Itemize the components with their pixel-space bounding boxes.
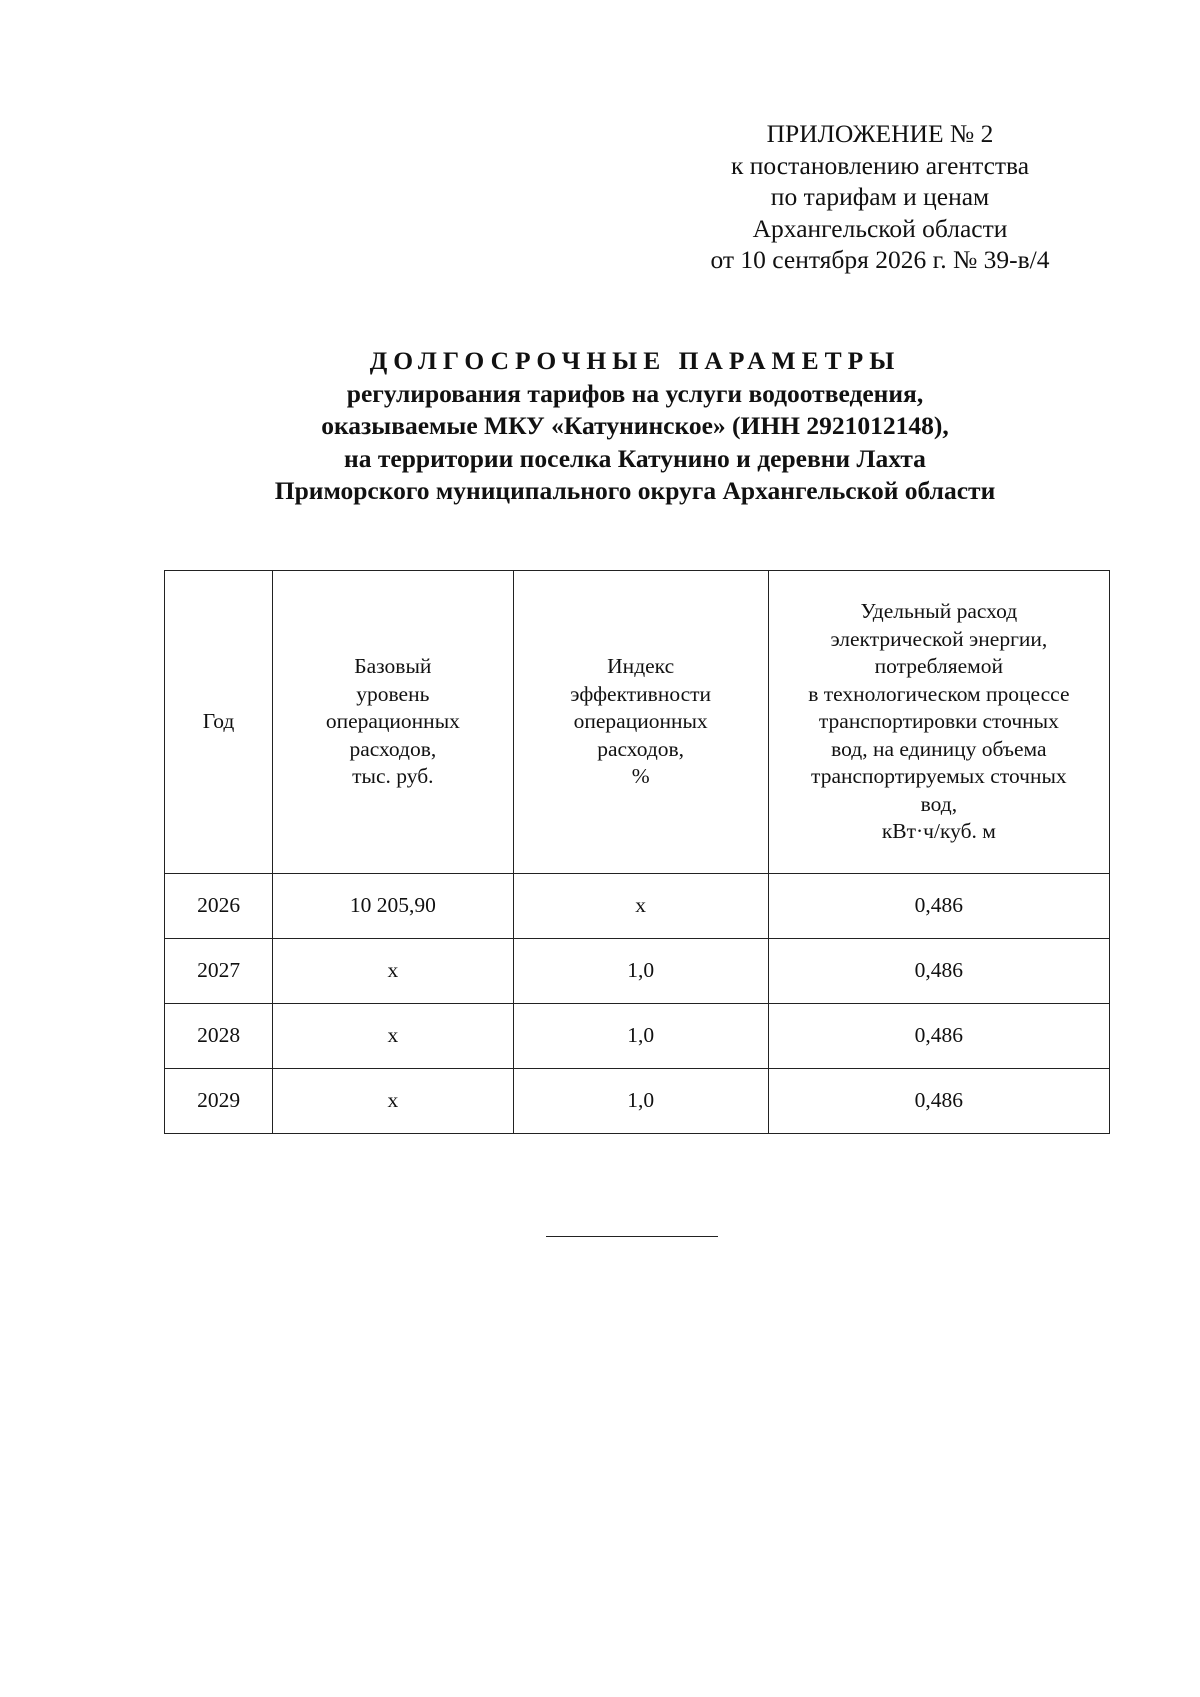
title-line-3: оказываемые МКУ «Катунинское» (ИНН 2921012148), xyxy=(321,411,949,440)
table-row xyxy=(165,939,1110,1004)
parameters-table xyxy=(164,570,1110,1134)
table-row xyxy=(165,1069,1110,1134)
cell-base-level: х xyxy=(273,1069,513,1134)
title-line-4: на территории поселка Катунино и деревни Лахта xyxy=(344,443,926,473)
title-line-2: регулирования тарифов на услуги водоотведения, xyxy=(346,378,924,408)
cell-efficiency-index: х xyxy=(513,874,768,939)
appendix-date-number: от 10 сентября 2026 г. № 39-в/4 xyxy=(710,245,1050,274)
table-row xyxy=(165,1004,1110,1069)
cell-base-level: 10 205,90 xyxy=(273,874,513,939)
cell-efficiency-index: 1,0 xyxy=(513,1069,768,1134)
cell-year: 2027 xyxy=(165,939,273,1004)
header-base-level: Базовый уровень операционных расходов, тыс. руб. xyxy=(273,571,513,874)
appendix-reference: к постановлению агентства xyxy=(730,150,1030,180)
cell-energy-consumption: 0,486 xyxy=(768,939,1109,1004)
cell-energy-consumption: 0,486 xyxy=(768,874,1109,939)
cell-efficiency-index: 1,0 xyxy=(513,1004,768,1069)
cell-year: 2026 xyxy=(165,874,273,939)
cell-year: 2029 xyxy=(165,1069,273,1134)
header-efficiency-index: Индекс эффективности операционных расходов, % xyxy=(513,571,768,874)
cell-year: 2028 xyxy=(165,1004,273,1069)
title-line-5: Приморского муниципального округа Архангельской области xyxy=(274,476,996,505)
header-energy-consumption: Удельный расход электрической энергии, потребляемой в технологическом процессе транспортировки сточных вод, на единицу объема транспортируемых сточных вод, кВт·ч/куб. м xyxy=(768,571,1109,874)
cell-base-level: х xyxy=(273,1004,513,1069)
title-main: ДОЛГОСРОЧНЫЕ ПАРАМЕТРЫ xyxy=(369,346,901,375)
cell-efficiency-index: 1,0 xyxy=(513,939,768,1004)
cell-energy-consumption: 0,486 xyxy=(768,1004,1109,1069)
appendix-header xyxy=(650,118,1110,276)
end-separator-line xyxy=(546,1236,718,1237)
table-row xyxy=(165,874,1110,939)
table-header-row xyxy=(165,571,1110,874)
appendix-number: ПРИЛОЖЕНИЕ № 2 xyxy=(766,119,994,148)
cell-energy-consumption: 0,486 xyxy=(768,1069,1109,1134)
document-title xyxy=(160,345,1110,508)
appendix-agency: по тарифам и ценам xyxy=(770,182,990,211)
appendix-region: Архангельской области xyxy=(752,213,1008,243)
cell-base-level: х xyxy=(273,939,513,1004)
header-year: Год xyxy=(165,571,273,874)
